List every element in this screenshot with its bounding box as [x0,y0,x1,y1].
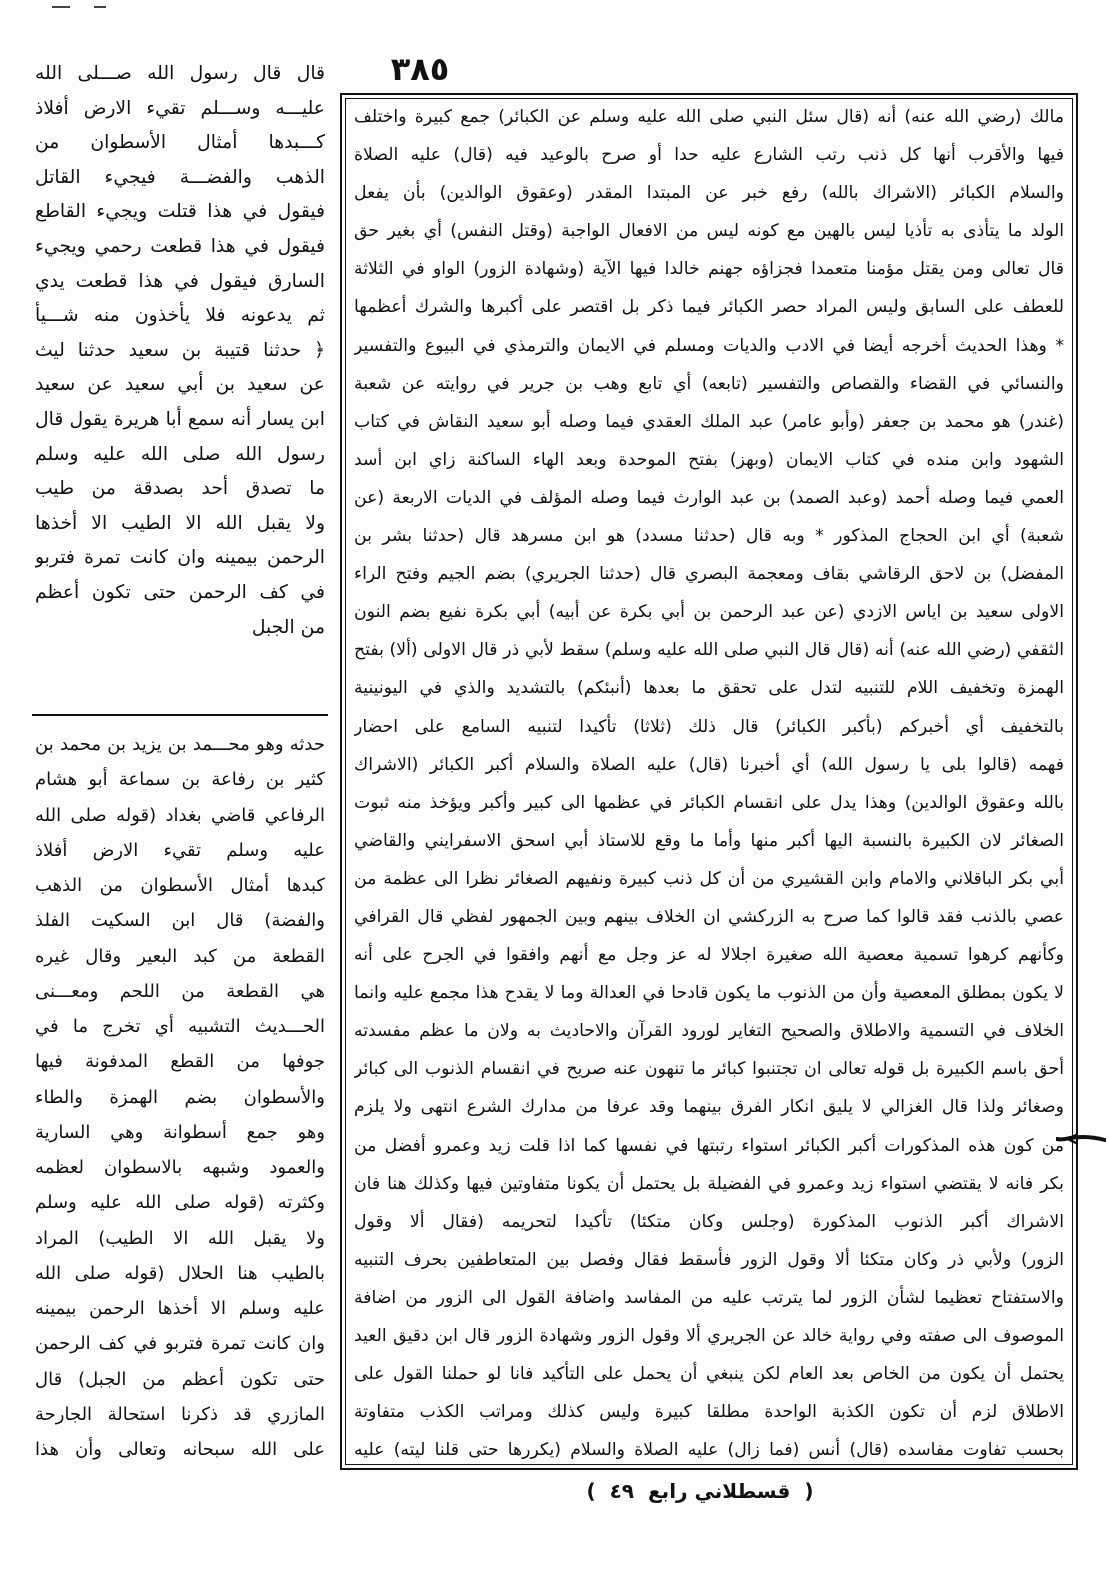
margin-upper-line: فيقول في هذا قتلت ويجيء القاطع [35,201,325,223]
margin-lower-section [35,727,325,1467]
footer-close-paren: ) [804,1479,814,1503]
margin-upper-line: ولا يقبل الله الا الطيب الا أخذها [35,512,325,534]
footer-sheet-number: ٤٩ [609,1479,635,1503]
margin-separator-rule [32,714,328,716]
main-text-line: الشهود وابن منده في كتاب الايمان (وبهز) بفتح الموحدة وبعد الهاء الساكنة زاي ابن أسد [354,449,1064,470]
margin-lower-line: جوفها من القطع المدفونة فيها [35,1051,325,1073]
margin-upper-line: الرحمن بيمينه وان كانت تمرة فتربو [35,547,325,569]
footer-open-paren: ( [586,1479,596,1503]
page-number: ٣٨٥ [390,50,450,88]
margin-upper-line: ابن يسار أنه سمع أبا هريرة يقول قال [35,408,325,430]
main-text-line: (غندر) هو محمد بن جعفر (وأبو عامر) عبد الملك العقدي فيما وصله أبو سعيد النقاش في كتاب [354,411,1064,432]
margin-upper-line: عليـــه وســـلم تقيء الارض أفلاذ [35,97,325,119]
margin-upper-line: السارق فيقول في هذا قطعت يدي [35,270,325,292]
main-text-line: الهمزة وتخفيف اللام للتنبيه لتدل على تحقق ما بعدها (أنبئكم) بالتشديد والذي في اليونينية [354,678,1064,699]
pen-mark-arrow [1056,1126,1106,1152]
margin-lower-line: ولا يقبل الله الا الطيب) المراد [35,1227,325,1249]
main-text-line: أحق باسم الكبيرة بل قوله تعالى ان تجتنبوا كبائر ما تنهون عنه صريح في انقسام الذنوب الى كبائر [354,1059,1064,1080]
margin-upper-line: الذهب والفضـــة فيجيء القاتل [35,166,325,188]
main-text-line: والاستفتاح تعظيما لشأن الزور لما يترتب عليه من المفاسد واضافة القول الى الزور من اضافة [354,1287,1064,1308]
margin-upper-line: عن سعيد بن أبي سعيد عن سعيد [35,374,325,396]
main-text-line: بكر فانه لا يقتضي استواء زيد وعمرو في الفضيلة بل يحتمل أن يكونا متفاوتين فيها وكذلك هنا فان [354,1173,1064,1194]
margin-upper-line: في كف الرحمن حتى تكون أعظم [35,581,325,603]
margin-upper-line: كـــبدها أمثال الأسطوان من [35,132,325,154]
margin-upper-line: ثم يدعونه فلا يأخذون منه شـــيأ [35,305,325,327]
scan-artifact-dash [94,6,106,8]
main-text-line: الموصوف الى صفته وفي رواية خالد عن الجريري ألا وقول الزور وشهادة الزور قال ابن دقيق العيد [354,1326,1064,1346]
margin-lower-line: المازري قد ذكرنا استحالة الجارحة [35,1403,325,1425]
main-text-line: الولد ما يتأذى به تأذيا ليس بالهين مع كونه ليس من الافعال الواجبة (وقتل النفس) أي بغير حق [354,221,1064,242]
margin-lower-line: حدثه وهو محـــمد بن يزيد بن محمد بن [35,734,325,755]
margin-lower-line: وان كانت تمرة فتربو في كف الرحمن [35,1333,325,1355]
main-text-line: قال تعالى ومن يقتل مؤمنا متعمدا فجزاؤه جهنم خالدا فيها الآية (وشهادة الزور) الواو في الثلاثة [354,259,1064,280]
main-text-line: لا يكون بمطلق المعصية وأن من الذنوب ما يكون قادحا في العدالة وما لا يقدح هذا مجمع عليه وانما [354,983,1064,1004]
footer-signature [560,1474,840,1508]
margin-lower-line: والأسطوان بضم الهمزة والطاء [35,1086,325,1108]
main-text-line: للعطف على السابق وليس المراد حصر الكبائر فيما ذكر بل اقتصر على أكبرها والشرك أعظمها [354,297,1064,318]
scan-artifact-dash [52,6,70,8]
main-text-body [354,98,1064,1469]
main-text-line: وصغائر ولذا قال الغزالي لا يليق انكار الفرق بينهما وقد عرفا من مدارك الشرع انتهى ولا يلزم [354,1097,1064,1118]
main-text-line: * وهذا الحديث أخرجه أيضا في الادب والديات ومسلم في الايمان والترمذي في البيوع والتفسير [354,335,1064,356]
margin-lower-line: الرفاعي قاضي بغداد (قوله صلى الله [35,804,325,826]
margin-lower-line: والعمود وشبهه بالاسطوان لعظمه [35,1157,325,1178]
main-text-line: من كون هذه المذكورات أكبر الكبائر استواء رتبتها في نفسها كما اذا قلت زيد وعمرو أفضل من [354,1135,1064,1156]
margin-lower-line: بالطيب هنا الحلال (قوله صلى الله [35,1262,325,1284]
margin-upper-line: ما تصدق أحد بصدقة من طيب [35,478,325,500]
footer-volume-label: قسطلاني رابع [648,1479,791,1503]
main-text-line: فيها والأقرب أنها كل ذنب رتب الشارع عليه حدا أو صرح بالوعيد فيه (قال) عليه الصلاة [354,145,1064,166]
margin-upper-line: ﴿ حدثنا قتيبة بن سعيد حدثنا ليث [35,339,325,361]
main-text-line: الثقفي (رضي الله عنه) أنه (قال قال النبي صلى الله عليه وسلم) سقط لأبي ذر قال الاولى (ألا) بفتح [354,640,1064,661]
main-text-line: بحسب تفاوت مفاسده (قال) أنس (فما زال) عليه الصلاة والسلام (يكررها حتى قلنا ليته) عليه [354,1440,1064,1461]
main-text-line: الخلاف في التسمية والاطلاق والصحيح التغاير لورود القرآن والاحاديث به ولان ما عظم مفسدته [354,1021,1064,1042]
margin-lower-line: كثير بن رفاعة بن سماعة أبو هشام [35,769,325,791]
main-text-line: والسلام الكبائر (الاشراك بالله) رفع خبر عن المبتدا المقدر (وعقوق الوالدين) بأن يفعل [354,183,1064,204]
main-text-line: الزور) ولأبي ذر وكان متكئا ألا وقول الزور فأسقط فقال وفصل بين المتعاطفين بحرف التنبيه [354,1249,1064,1270]
main-text-line: وكأنهم كرهوا تسمية معصية الله صغيرة اجلالا له عز وجل مع أنهم وافقوا في الجرح على أنه [354,945,1064,966]
main-text-line: الصغائر لان الكبيرة بالنسبة اليها أكبر منها وأما ما وقع للاستاذ أبي اسحق الاسفرايني والقاضي [354,830,1064,851]
margin-lower-line: كبدها أمثال الأسطوان من الذهب [35,875,325,896]
margin-upper-section [35,57,325,645]
main-text-line: بالتخفيف أي أخبركم (بأكبر الكبائر) قال ذلك (ثلاثا) تأكيدا لتنبيه السامع على احضار [354,716,1064,737]
margin-lower-line: حتى تكون أعظم من الجبل) قال [35,1368,325,1390]
main-text-line: الاطلاق لزم أن تكون الكذبة الواحدة مطلقا كبيرة وليس كذلك ومراتب الكذب متفاوتة [354,1402,1064,1423]
main-text-line: والنسائي في القضاء والقصاص والتفسير (تابعه) أي تابع وهب بن جرير في روايته عن شعبة [354,373,1064,394]
main-text-line: شعبة) أي ابن الحجاج المذكور * وبه قال (حدثنا مسدد) هو ابن مسرهد قال (حدثنا بشر بن [354,526,1064,547]
margin-upper-line: رسول الله صلى الله عليه وسلم [35,443,325,465]
main-text-line: فهمه (قالوا بلى يا رسول الله) أي أخبرنا (قال) عليه الصلاة والسلام أكبر الكبائر (الاشراك [354,754,1064,775]
margin-lower-line: على الله سبحانه وتعالى وأن هذا [35,1439,325,1460]
margin-lower-line: وكثرته (قوله صلى الله عليه وسلم [35,1192,325,1214]
margin-lower-line: الحـــديث التشبيه أي تخرج ما في [35,1016,325,1037]
main-text-line: عصي بالذنب فقد قالوا كما صرح به الزركشي ان الخلاف بينهم وبين الجمهور لفظي قال القرافي [354,906,1064,927]
margin-lower-line: عليه وسلم تقيء الارض أفلاذ [35,839,325,861]
margin-lower-line: والفضة) قال ابن السكيت الفلذ [35,910,325,932]
main-text-line: بالله وعقوق الوالدين) وهذا يدل على انقسام الكبائر في عظمها الى كبير وأكبر ويؤخذ منه ثبوت [354,792,1064,813]
main-text-line: يحتمل أن يكون من الخاص بعد العام لكن ينبغي أن يحمل على التأكيد فانا لو حملنا القول على [354,1364,1064,1385]
main-text-line: العمي فيما وصله أحمد (وعبد الصمد) بن عبد الوارث فيما وصله المؤلف في الديات الاربعة (عن [354,487,1064,508]
margin-upper-line: قال قال رسول الله صـــلى الله [35,63,325,84]
main-text-line: الاولى سعيد بن اياس الازدي (عن عبد الرحمن بن أبي بكرة عن أبيه) أبي بكرة نفيع بضم النون [354,602,1064,623]
main-text-line: المفضل) بن لاحق الرقاشي بقاف ومعجمة البصري قال (حدثنا الجريري) بضم الجيم وفتح الراء [354,564,1064,585]
main-text-line: الاشراك أكبر الذنوب المذكورة (وجلس وكان متكئا) تأكيدا لتحريمه (فقال ألا وقول [354,1211,1064,1232]
margin-lower-line: عليه وسلم الا أخذها الرحمن بيمينه [35,1298,325,1319]
margin-lower-line: القطعة من كبد البعير وقال غيره [35,945,325,967]
margin-upper-line: من الجبل [251,616,325,638]
main-text-line: مالك (رضي الله عنه) أنه (قال سئل النبي صلى الله عليه وسلم عن الكبائر) جمع كبيرة واختلف [354,107,1064,127]
margin-lower-line: هي القطعة من اللحم ومعـــنى [35,980,325,1002]
margin-upper-line: فيقول في هذا قطعت رحمي ويجيء [35,235,325,257]
margin-lower-line: وهو جمع أسطوانة وهي السارية [35,1121,325,1143]
main-text-line: أبي بكر الباقلاني والامام وابن القشيري من أن كل ذنب كبيرة ونفيهم الصغائر نظرا الى عظمة من [354,868,1064,889]
